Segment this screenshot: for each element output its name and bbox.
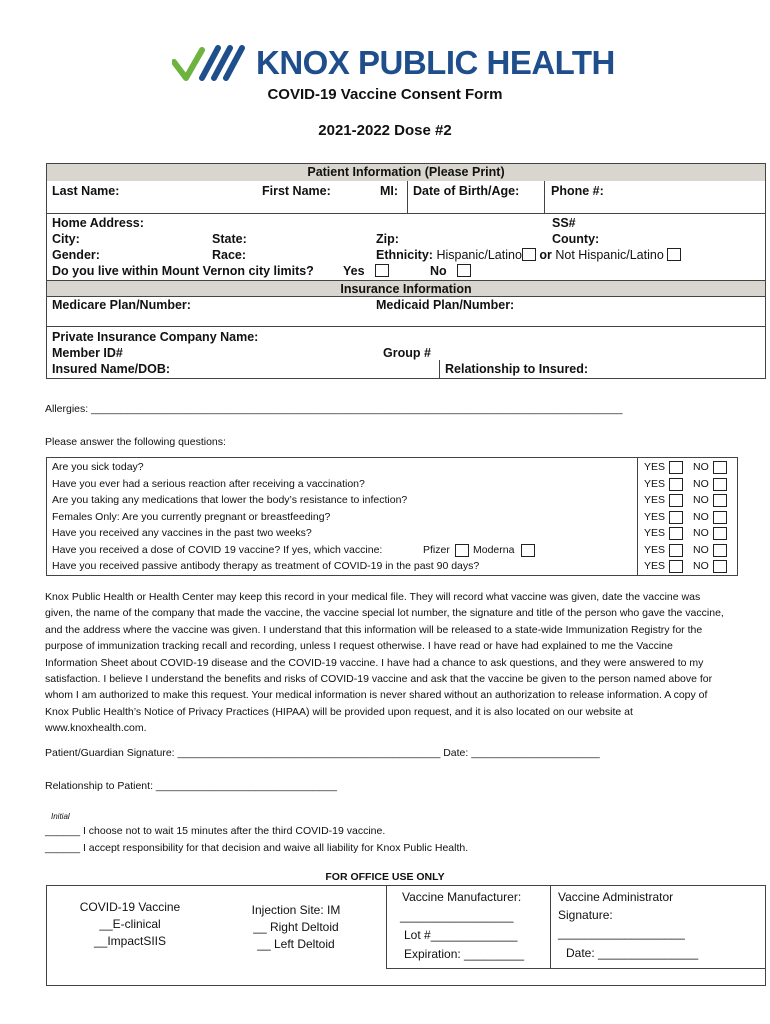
no-checkbox[interactable] [713, 494, 727, 507]
no-checkbox[interactable] [713, 560, 727, 573]
yes-checkbox[interactable] [669, 478, 683, 491]
ss-field[interactable]: SS# [552, 216, 576, 230]
yes-label: YES [644, 461, 666, 473]
question-text: Have you received passive antibody therapy as treatment of COVID-19 in the past 90 days? [52, 560, 480, 572]
administrator-block [558, 888, 748, 962]
yes-label: YES [644, 510, 666, 523]
office-use-title: FOR OFFICE USE ONLY [325, 871, 445, 883]
no-checkbox[interactable] [713, 461, 727, 474]
hispanic-checkbox[interactable] [522, 248, 536, 261]
allergies-line[interactable]: Allergies: ___________________________________________________________________________________________ [45, 403, 623, 415]
insurance-section-title: Insurance Information [47, 280, 765, 297]
dob-field[interactable]: Date of Birth/Age: [413, 184, 520, 198]
member-id-field[interactable]: Member ID# [52, 346, 123, 360]
covid-vaccine-label: COVID-19 Vaccine [79, 900, 181, 914]
mi-field[interactable]: MI: [380, 184, 399, 198]
no-label: NO [693, 527, 709, 539]
patient-info-table [46, 163, 766, 379]
form-title: COVID-19 Vaccine Consent Form [267, 86, 503, 103]
ethnicity-label: Ethnicity: [376, 248, 433, 262]
not-hispanic-label: Not Hispanic/Latino [555, 248, 664, 262]
left-deltoid-option[interactable]: __ Left Deltoid [257, 937, 335, 951]
no-checkbox[interactable] [713, 478, 727, 491]
question-text: Have you received any vaccines in the past two weeks? [52, 527, 312, 539]
gender-field[interactable]: Gender: [52, 248, 100, 262]
question-text: Are you sick today? [52, 461, 144, 473]
question-row [52, 559, 737, 576]
city-field[interactable]: City: [52, 232, 80, 246]
yes-checkbox[interactable] [669, 560, 683, 573]
expiration-field[interactable]: Expiration: _________ [404, 947, 525, 961]
no-label: NO [693, 477, 709, 490]
moderna-label: Moderna [473, 543, 515, 556]
lot-field[interactable]: Lot #_____________ [404, 928, 518, 942]
medicare-field[interactable]: Medicare Plan/Number: [52, 298, 191, 312]
administrator-label: Vaccine Administrator [558, 890, 674, 904]
yes-label: YES [644, 527, 666, 539]
questions-intro: Please answer the following questions: [45, 436, 226, 448]
manufacturer-line[interactable]: _________________ [400, 909, 514, 923]
manufacturer-label: Vaccine Manufacturer: [402, 890, 522, 904]
medicaid-field[interactable]: Medicaid Plan/Number: [376, 298, 515, 312]
question-row [52, 526, 737, 543]
not-hispanic-checkbox[interactable] [667, 248, 681, 261]
no-label: NO [693, 461, 709, 473]
question-row [52, 477, 737, 494]
last-name-field[interactable]: Last Name: [52, 184, 120, 198]
manufacturer-block [396, 888, 546, 964]
county-field[interactable]: County: [552, 232, 600, 246]
yes-checkbox[interactable] [669, 544, 683, 557]
relationship-insured-field[interactable]: Relationship to Insured: [445, 362, 589, 376]
administrator-date-field[interactable]: Date: _______________ [566, 946, 699, 960]
moderna-checkbox[interactable] [521, 544, 535, 557]
group-field[interactable]: Group # [383, 346, 431, 360]
insured-name-field[interactable]: Insured Name/DOB: [52, 362, 171, 376]
ethnicity-row [376, 248, 681, 262]
home-address-field[interactable]: Home Address: [52, 216, 144, 230]
pfizer-label: Pfizer [423, 543, 450, 556]
no-label: NO [693, 543, 709, 556]
zip-field[interactable]: Zip: [376, 232, 399, 246]
first-name-field[interactable]: First Name: [262, 184, 331, 198]
no-label: NO [693, 560, 709, 572]
org-name: KNOX PUBLIC HEALTH [256, 44, 615, 81]
no-checkbox[interactable] [713, 544, 727, 557]
hispanic-label: Hispanic/Latino [436, 248, 522, 262]
yes-label: YES [644, 543, 666, 556]
waiver-wait-line[interactable]: ______ I choose not to wait 15 minutes after the third COVID-19 vaccine. [45, 825, 386, 837]
mv-no-label: No [430, 264, 447, 278]
phone-field[interactable]: Phone #: [551, 184, 604, 198]
vaccine-system-block [60, 899, 200, 950]
question-text: Are you taking any medications that lower the body’s resistance to infection? [52, 494, 408, 506]
administrator-signature-label: Signature: [558, 908, 613, 922]
right-deltoid-option[interactable]: __ Right Deltoid [253, 920, 339, 934]
yes-checkbox[interactable] [669, 511, 683, 524]
dose-title: 2021-2022 Dose #2 [318, 122, 452, 139]
yes-label: YES [644, 560, 666, 572]
mv-yes-checkbox[interactable] [375, 264, 389, 277]
relationship-line[interactable]: Relationship to Patient: _______________________________ [45, 780, 337, 792]
or-label: or [539, 248, 552, 262]
pfizer-checkbox[interactable] [455, 544, 469, 557]
waiver-liability-line[interactable]: ______ I accept responsibility for that decision and waive all liability for Knox Public Health. [45, 842, 469, 854]
no-checkbox[interactable] [713, 527, 727, 540]
yes-checkbox[interactable] [669, 527, 683, 540]
injection-site-block [226, 902, 366, 953]
yes-checkbox[interactable] [669, 494, 683, 507]
signature-line[interactable]: Patient/Guardian Signature: _____________________________________________ Date: ______________________ [45, 747, 600, 759]
private-insurance-field[interactable]: Private Insurance Company Name: [52, 330, 259, 344]
yes-label: YES [644, 494, 666, 506]
yes-checkbox[interactable] [669, 461, 683, 474]
mv-no-checkbox[interactable] [457, 264, 471, 277]
initial-label: Initial [51, 812, 70, 821]
question-text: Have you received a dose of COVID 19 vaccine? If yes, which vaccine: [52, 543, 383, 556]
question-row [52, 543, 737, 560]
no-label: NO [693, 494, 709, 506]
no-label: NO [693, 510, 709, 523]
eclinical-option[interactable]: __E-clinical [99, 917, 161, 931]
mv-yes-label: Yes [343, 264, 365, 278]
question-row [52, 460, 737, 477]
question-text: Females Only: Are you currently pregnant or breastfeeding? [52, 510, 331, 523]
patient-section-title: Patient Information (Please Print) [47, 164, 765, 181]
consent-paragraph: Knox Public Health or Health Center may keep this record in your medical file. They will record what vaccine was given, date the vaccine was given, the name of the company that made the vaccine, the vaccine special lot number, the signature and title of the person who gave the vaccine, and the address where the vaccine was given. I understand that this information will be released to a state-wide Immunization Registry for the purpose of immunization tracking recall and recording, unless I request otherwise. I have read or have had explained to me the Vaccine Information Sheet about COVID-19 disease and the COVID-19 vaccine. I have had a chance to ask questions, and they were answered to my satisfaction. I believe I understand the benefits and risks of COVID-19 vaccine and ask that the vaccine be given to the person named above for whom I am authorized to make this request. Your medical information is never shared without an authorization to release information. A copy of Knox Public Health’s Notice of Privacy Practices (HIPAA) will be provided upon request, and it is also located on our website at www.knoxhealth.com. [45, 591, 724, 735]
logo-mark-icon [172, 44, 252, 82]
impactsiis-option[interactable]: __ImpactSIIS [93, 934, 167, 948]
question-row [52, 510, 737, 527]
state-field[interactable]: State: [212, 232, 247, 246]
mount-vernon-question: Do you live within Mount Vernon city limits? [52, 264, 314, 278]
question-text: Have you ever had a serious reaction after receiving a vaccination? [52, 477, 365, 490]
logo [172, 42, 615, 82]
no-checkbox[interactable] [713, 511, 727, 524]
administrator-signature-line[interactable]: ___________________ [558, 926, 685, 940]
yes-label: YES [644, 477, 666, 490]
injection-site-label: Injection Site: IM [251, 903, 341, 917]
race-field[interactable]: Race: [212, 248, 247, 262]
question-row [52, 493, 737, 510]
